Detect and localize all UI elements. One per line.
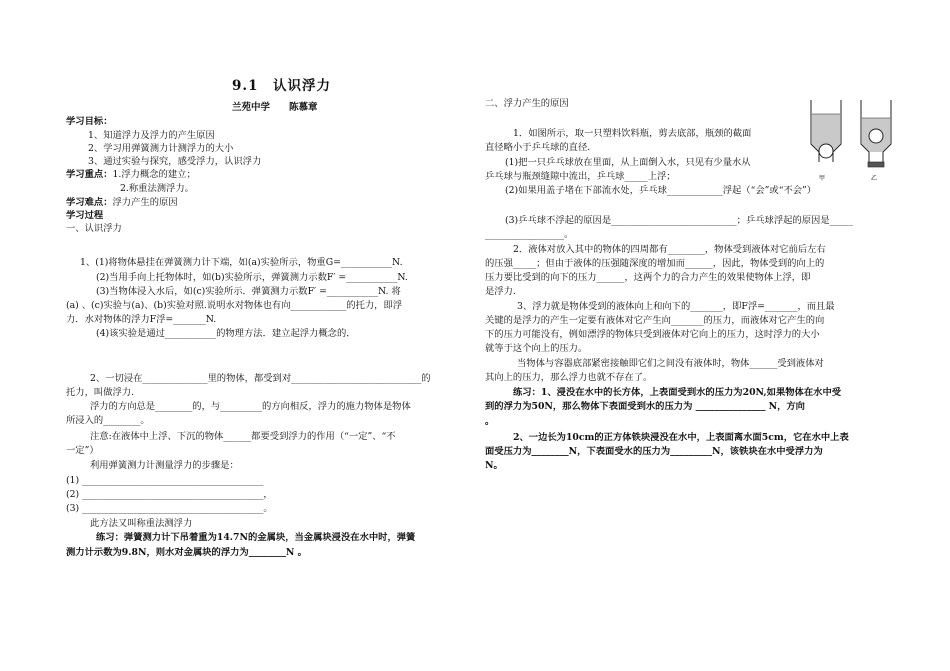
- p1-line: _________________。: [485, 229, 574, 240]
- p2-line: 的压强_____；但由于液体的压强随深度的增加而______，因此，物体受到的向上的: [485, 258, 825, 269]
- process-heading: 学习过程: [66, 210, 104, 221]
- step-line: (1) _______________________________________: [66, 475, 264, 486]
- p1-line: (3)乒乓球不浮起的原因是___________________________；乒乓球浮起的原因是_____: [505, 215, 853, 226]
- bottle-figure: [805, 96, 915, 182]
- q2-line: 注意:在液体中上浮、下沉的物体______都要受到浮力的作用（“一定”、“不: [90, 431, 396, 442]
- goal-item: 3、通过实验与探究，感受浮力，认识浮力: [88, 156, 262, 167]
- p3-line: 其向上的压力，那么浮力也就不存在了。: [485, 372, 653, 383]
- p2-line: 压力要比受到的向下的压力______，这两个力的合力产生的效果使物体上浮，即: [485, 272, 811, 283]
- method-note: 此方法又叫称重法测浮力: [90, 518, 193, 529]
- q1-line: (a) 、(c)实验与(a)、(b)实验对照.说明水对物体也有向____________的托力，即浮: [66, 300, 403, 311]
- goal-item: 1、知道浮力及浮力的产生原因: [88, 130, 215, 141]
- exercise-line: 面受压力为________N，下表面受水的压力为_________N，该铁块在水中受浮力为: [485, 446, 823, 457]
- exercise-line: 2、一边长为10cm的正方体铁块浸没在水中，上表面离水面5cm，它在水中上表: [513, 432, 849, 443]
- q2-line: 托力，叫做浮力.: [66, 387, 135, 398]
- q1-line: (2)当用手向上托物体时，如(b)实验所示，弹簧测力示数F′ =___________N.: [96, 272, 408, 283]
- page-title: 9.1 认识浮力: [232, 78, 331, 94]
- author-line: 兰苑中学 陈慕章: [232, 102, 318, 113]
- p2-line: 是浮力.: [485, 286, 516, 297]
- exercise-line: 练习：1、浸没在水中的长方体，上表面受到水的压力为20N,如果物体在水中受: [513, 387, 842, 398]
- q1-line: 力．水对物体的浮力F浮=_______N.: [66, 314, 217, 325]
- exercise-line: 测力计示数为9.8N，则水对金属块的浮力为________N 。: [66, 547, 307, 558]
- goal-item: 2、学习用弹簧测力计测浮力的大小: [88, 143, 234, 154]
- key-points: [66, 169, 196, 181]
- p1-line: (1)把一只乒乓球放在里面，从上面倒入水，只见有少量水从: [505, 157, 751, 168]
- section-heading: 二、浮力产生的原因: [485, 98, 569, 109]
- exercise-line: 到的浮力为50N，那么物体下表面受到水的压力为 _______________ N，方向: [485, 401, 805, 412]
- bottle-b: [861, 100, 891, 167]
- difficulty-text: 浮力产生的原因: [112, 197, 178, 208]
- p3-line: 关键的是浮力的产生一定要有液体对它产生向_______的压力，而液体对它产生的向: [485, 315, 825, 326]
- p1-line: 1．如图所示，取一只塑料饮料瓶，剪去底部，瓶颈的截面: [513, 128, 752, 139]
- q2-line: 所浸入的________。: [66, 415, 150, 426]
- p3-line: 3、浮力就是物体受到的液体向上和向下的_______，即F浮=_______，而且最: [517, 301, 835, 312]
- difficulty-label: 学习难点：: [66, 197, 113, 208]
- q2-line: 一定”）: [66, 445, 99, 456]
- p1-line: 直径略小于乒乓球的直径.: [485, 142, 591, 153]
- q1-line: 1、(1)将物体悬挂在弹簧测力计下端，如(a)实验所示，物重G=___________N.: [80, 257, 403, 268]
- p3-line: 就等于这个向上的压力。: [485, 343, 588, 354]
- fig-label-a: 甲: [819, 176, 826, 182]
- difficulty: [66, 197, 178, 209]
- goals-heading: 学习目标：: [66, 116, 113, 127]
- section-heading: 一、认识浮力: [66, 223, 122, 234]
- q2-line: 利用弹簧测力计测量浮力的步骤是：: [90, 460, 239, 471]
- bottle-a: [811, 100, 841, 162]
- p3-line: 当物体与容器底部紧密接触即它们之间没有液体时，物体______受到液体对: [517, 358, 824, 369]
- p1-line: (2)如果用盖子堵在下部流水处，乒乓球____________浮起（“会”或“不会”）: [505, 185, 817, 196]
- q2-line: 2、一切浸在______________里的物体，都受到对____________________________的: [90, 373, 431, 384]
- p3-line: 下的压力可能没有，例如漂浮的物体只受到液体对它向上的压力，这时浮力的大小: [485, 329, 820, 340]
- step-line: (2) _______________________________________，: [66, 489, 273, 500]
- exercise-line: 练习：弹簧测力计下吊着重为14.7N的金属块，当金属块浸没在水中时，弹簧: [96, 532, 416, 543]
- p1-line: 乒乓球与瓶颈缝隙中流出，乒乓球_____上浮；: [485, 171, 676, 182]
- exercise-line: N。: [485, 460, 503, 471]
- q1-line: (4)该实验是通过___________的物理方法．建立起浮力概念的．: [96, 328, 356, 339]
- key-point-1: 1.浮力概念的建立；: [112, 169, 196, 180]
- key-label: 学习重点：: [66, 169, 113, 180]
- key-point-2: 2.称重法测浮力。: [120, 183, 194, 194]
- p2-line: 2．液体对放入其中的物体的四周都有________，物体受到液体对它前后左右: [513, 244, 826, 255]
- fig-label-b: 乙: [871, 176, 878, 182]
- exercise-line: 。: [485, 416, 495, 427]
- q2-line: 浮力的方向总是________的，与_________的方向相反，浮力的施力物体是物体: [90, 401, 411, 412]
- q1-line: (3)当物体浸入水后，如(c)实验所示．弹簧测力示数F′ =___________N. 将: [96, 286, 401, 297]
- step-line: (3) _______________________________________。: [66, 503, 273, 514]
